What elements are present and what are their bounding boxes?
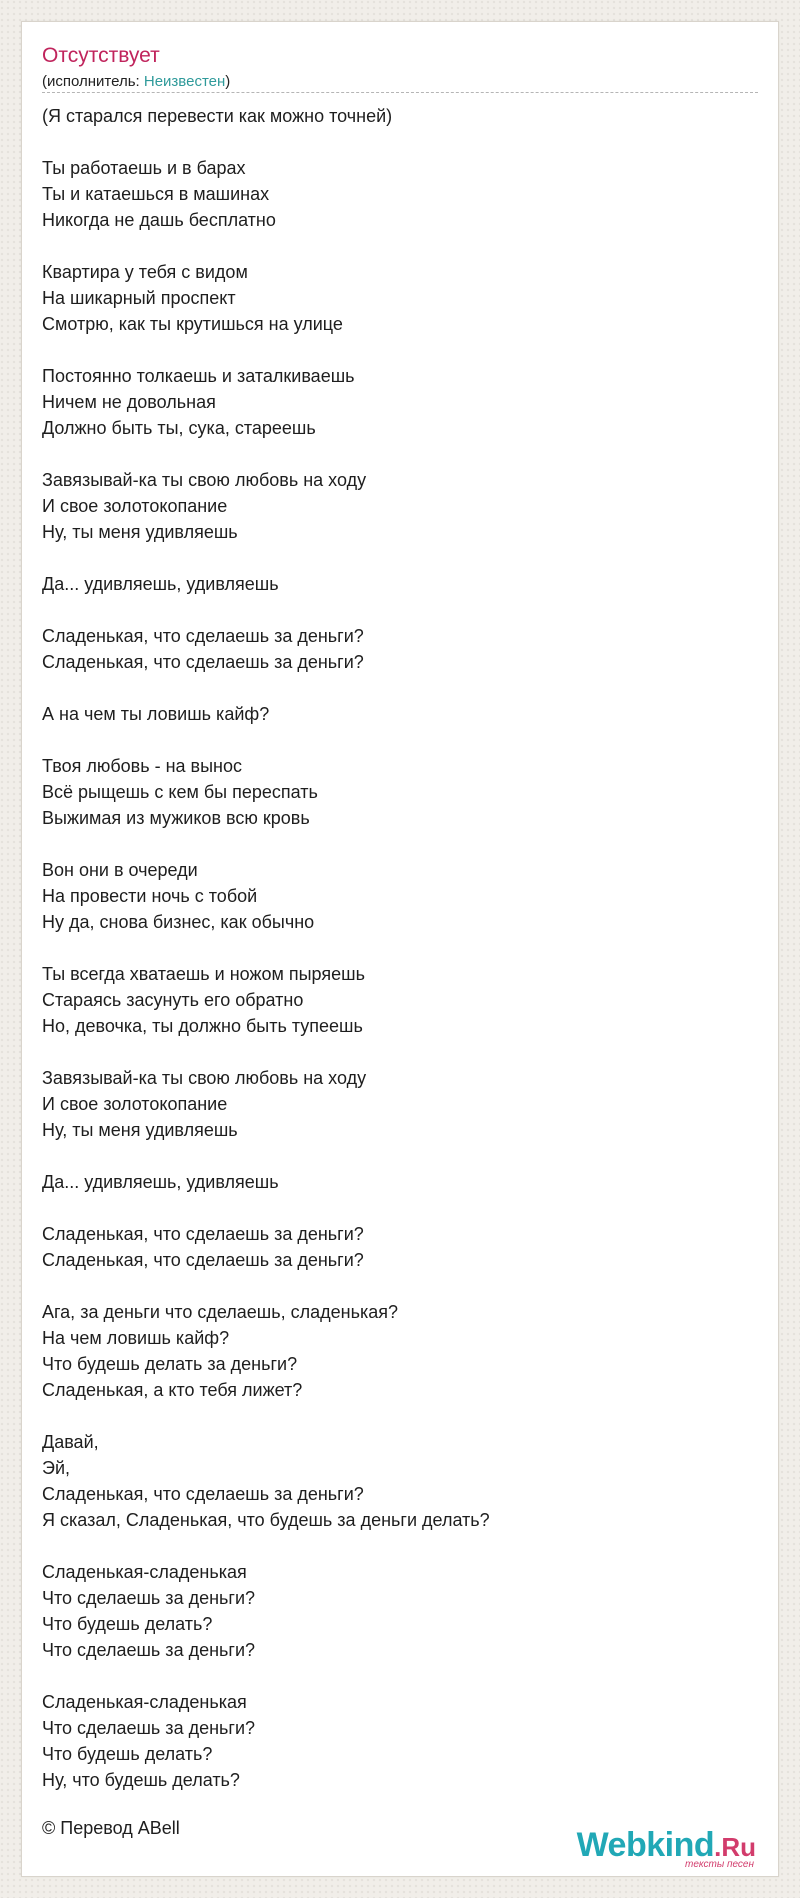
song-title: Отсутствует — [42, 44, 160, 67]
site-logo[interactable] — [577, 1828, 756, 1870]
lyrics-card — [21, 21, 779, 1877]
logo-domain: .Ru — [714, 1832, 756, 1862]
artist-prefix: (исполнитель: — [42, 73, 144, 90]
artist-suffix: ) — [225, 73, 231, 90]
lyrics-text: (Я старался перевести как можно точней) Ты работаешь и в барах Ты и катаешься в машинах Никогда не дашь бесплатно Квартира у тебя с видом На шикарный проспект Смотрю, как ты крутишься на улице Постоянно толкаешь и заталкиваешь Ничем не довольная Должно быть ты, сука, стареешь Завязывай-ка ты свою любовь на ходу И свое золотокопание Ну, ты меня удивляешь Да... удивляешь, удивляешь Сладенькая, что сделаешь за деньги? Сладенькая, что сделаешь за деньги? А на чем ты ловишь кайф? Твоя любовь - на вынос Всё рыщешь с кем бы переспать Выжимая из мужиков всю кровь Вон они в очереди На провести ночь с тобой Ну да, снова бизнес, как обычно Ты всегда хватаешь и ножом пыряешь Стараясь засунуть его обратно Но, девочка, ты должно быть тупеешь Завязывай-ка ты свою любовь на ходу И свое золотокопание Ну, ты меня удивляешь Да... удивляешь, удивляешь Сладенькая, что сделаешь за деньги? Сладенькая, что сделаешь за деньги? Ага, за деньги что сделаешь, сладенькая? На чем ловишь кайф? Что будешь делать за деньги? Сладенькая, а кто тебя лижет? Давай, Эй, Сладенькая, что сделаешь за деньги? Я сказал, Сладенькая, что будешь за деньги делать? Сладенькая-сладенькая Что сделаешь за деньги? Что будешь делать? Что сделаешь за деньги? Сладенькая-сладенькая Что сделаешь за деньги? Что будешь делать? Ну, что будешь делать? — [42, 106, 490, 1790]
logo-wordmark: Webkind — [576, 1826, 715, 1864]
artist-link[interactable]: Неизвестен — [143, 73, 226, 90]
artist-line — [42, 73, 230, 91]
translation-credit: © Перевод ABell — [42, 1818, 180, 1838]
dashed-divider — [42, 92, 758, 93]
logo-tagline: тексты песен — [685, 1859, 754, 1870]
